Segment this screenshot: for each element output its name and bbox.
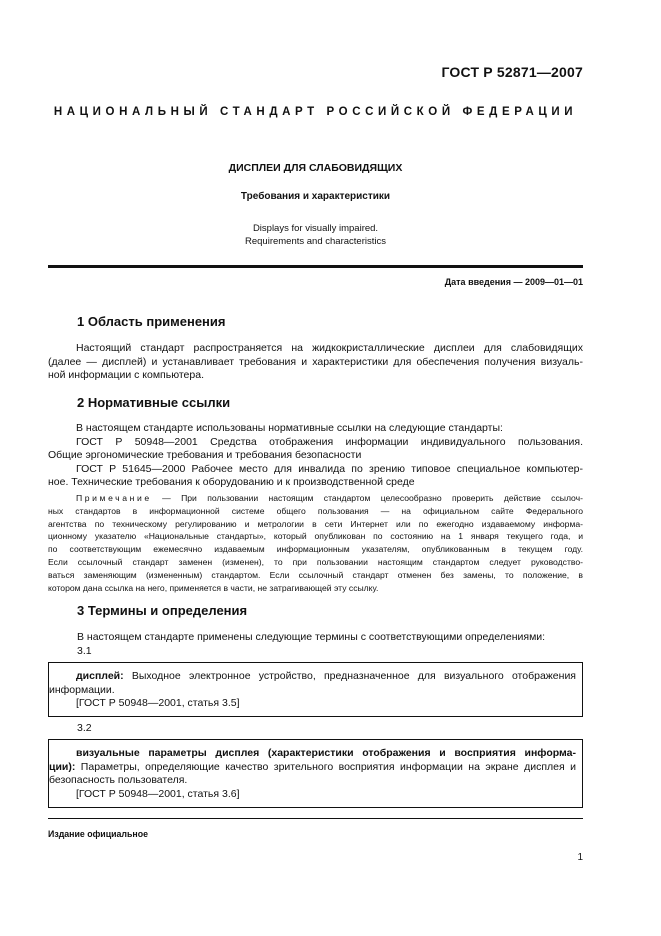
term-3-1-number: 3.1 bbox=[77, 645, 92, 657]
term-3-1-definition-line-2: информации. bbox=[49, 683, 115, 696]
term-3-1-box bbox=[48, 662, 583, 717]
introduction-date: Дата введения — 2009—01—01 bbox=[444, 277, 583, 287]
note-line: ных стандартов в информационной системе общего пользования — на официальном сайте Федерального bbox=[48, 505, 583, 516]
section-1-line: Настоящий стандарт распространяется на жидкокристаллические дисплеи для слабовидящих bbox=[76, 342, 583, 354]
term-3-2-number: 3.2 bbox=[77, 722, 92, 734]
term-3-2-reference: [ГОСТ Р 50948—2001, статья 3.6] bbox=[76, 787, 240, 800]
term-3-2-term: визуальные параметры дисплея (характеристики отображения и восприятия информа- bbox=[76, 747, 576, 759]
section-2-body bbox=[48, 422, 583, 490]
term-3-2-definition-line bbox=[49, 761, 576, 775]
term-3-2-term-line-1 bbox=[76, 747, 576, 761]
page-number: 1 bbox=[577, 852, 583, 863]
section-2-note bbox=[48, 492, 583, 594]
footer-divider bbox=[48, 818, 583, 819]
note-line: ционному указателю «Национальные стандарты», который опубликован по состоянию на 1 января текущего года, и bbox=[48, 531, 583, 542]
national-standard-banner: НАЦИОНАЛЬНЫЙ СТАНДАРТ РОССИЙСКОЙ ФЕДЕРАЦИИ bbox=[53, 106, 578, 118]
section-2-line: В настоящем стандарте использованы нормативные ссылки на следующие стандарты: bbox=[76, 422, 503, 434]
note-line: агентства по техническому регулированию и метрологии в сети Интернет или по ежегодно издаваемому информа- bbox=[48, 518, 583, 529]
section-1-line: (далее — дисплей) и устанавливает требования и характеристики для обеспечения получения визуаль- bbox=[48, 355, 583, 368]
term-3-2-term-end: ции): bbox=[49, 760, 76, 773]
section-3-heading: 3 Термины и определения bbox=[77, 603, 248, 618]
note-line: котором дана ссылка на него, применяется в части, не затрагивающей эту ссылку. bbox=[48, 582, 379, 593]
section-1-body bbox=[48, 342, 583, 383]
section-1-heading: 1 Область применения bbox=[77, 314, 226, 329]
note-text: — При пользовании настоящим стандартом целесообразно проверить действие ссылоч- bbox=[151, 493, 583, 503]
term-3-2-definition-line-3: безопасность пользователя. bbox=[49, 774, 188, 786]
term-3-2-box bbox=[48, 739, 583, 808]
note-line bbox=[48, 492, 583, 505]
term-3-1-definition-line bbox=[76, 670, 576, 684]
document-subtitle: Требования и характеристики bbox=[240, 191, 391, 202]
section-2-line: Общие эргономические требования и требования безопасности bbox=[48, 449, 362, 461]
term-3-1-reference: [ГОСТ Р 50948—2001, статья 3.5] bbox=[76, 697, 240, 709]
section-1-line: ной информации с компьютера. bbox=[48, 369, 204, 381]
section-2-heading: 2 Нормативные ссылки bbox=[77, 395, 231, 410]
title-divider bbox=[48, 265, 583, 268]
term-3-2-definition: Параметры, определяющие качество зрительного восприятия информации на экране дисплея и bbox=[75, 760, 576, 773]
note-line: по соответствующим ежемесячно издаваемым информационным указателям, опубликованным в текущем году. bbox=[48, 544, 583, 555]
section-2-line: ГОСТ Р 51645—2000 Рабочее место для инвалида по зрению типовое специальное компьютер- bbox=[76, 462, 583, 475]
note-label: Примечание bbox=[76, 493, 152, 503]
document-title: ДИСПЛЕИ ДЛЯ СЛАБОВИДЯЩИХ bbox=[228, 162, 403, 174]
english-title-line-2: Requirements and characteristics bbox=[245, 236, 386, 247]
english-title-line-1: Displays for visually impaired. bbox=[252, 223, 379, 234]
section-2-line: ное. Технические требования к оборудованию и к производственной среде bbox=[48, 476, 415, 488]
note-line: ваться заменяющим (измененным) стандартом. Если ссылочный стандарт отменен без замены, то положение, в bbox=[48, 569, 583, 580]
term-3-1-term: дисплей: bbox=[76, 670, 124, 682]
official-edition-label: Издание официальное bbox=[48, 829, 148, 839]
document-number: ГОСТ Р 52871—2007 bbox=[441, 64, 583, 80]
section-3-intro: В настоящем стандарте применены следующие термины с соответствующими определениями: bbox=[77, 631, 546, 643]
section-2-line: ГОСТ Р 50948—2001 Средства отображения информации индивидуального пользования. bbox=[76, 435, 583, 448]
term-3-1-definition: Выходное электронное устройство, предназначенное для визуального отображения bbox=[123, 670, 576, 682]
note-line: Если ссылочный стандарт заменен (изменен), то при пользовании настоящим стандартом следует руководство- bbox=[48, 556, 583, 567]
